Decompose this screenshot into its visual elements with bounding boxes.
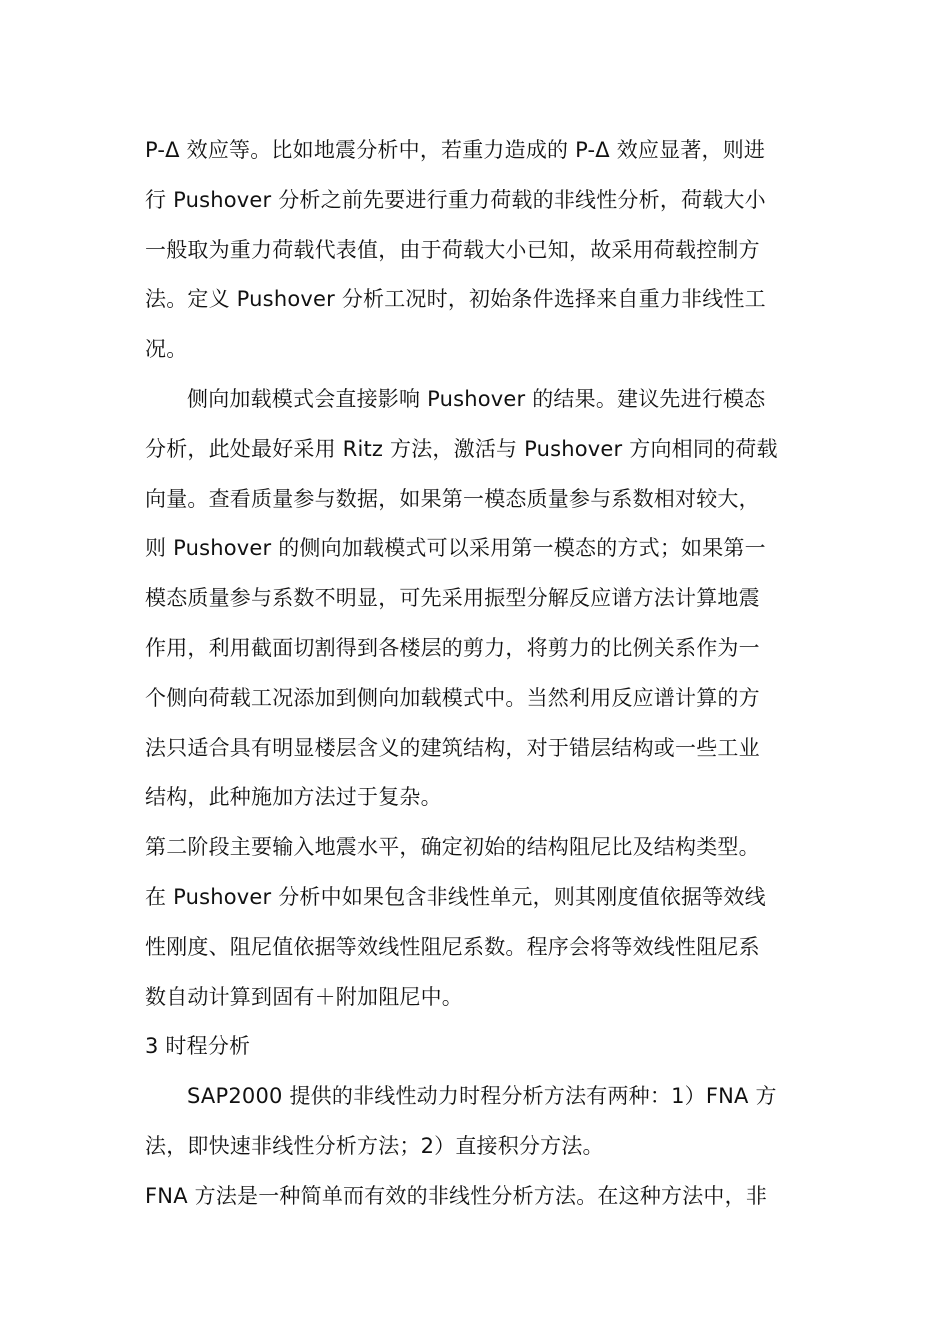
text-line: 数自动计算到固有＋附加阻尼中。	[145, 984, 463, 1009]
paragraph-start-line: SAP2000 提供的非线性动力时程分析方法有两种：1）FNA 方	[187, 1084, 777, 1109]
text-line: P-Δ 效应等。比如地震分析中，若重力造成的 P-Δ 效应显著，则进	[145, 138, 766, 162]
text-line: 况。	[145, 337, 188, 362]
paragraph-start-line: 侧向加载模式会直接影响 Pushover 的结果。建议先进行模态	[187, 386, 766, 411]
text-line: 模态质量参与系数不明显，可先采用振型分解反应谱方法计算地震	[145, 586, 760, 611]
paragraph-start-line: 第二阶段主要输入地震水平，确定初始的结构阻尼比及结构类型。	[145, 835, 760, 860]
text-line: 法只适合具有明显楼层含义的建筑结构，对于错层结构或一些工业	[145, 735, 760, 760]
document-body	[145, 126, 805, 1222]
text-line: 个侧向荷载工况添加到侧向加载模式中。当然利用反应谱计算的方	[145, 685, 760, 710]
text-line: 则 Pushover 的侧向加载模式可以采用第一模态的方式；如果第一	[145, 536, 766, 561]
text-line: 结构，此种施加方法过于复杂。	[145, 785, 442, 810]
text-line: 法。定义 Pushover 分析工况时，初始条件选择来自重力非线性工	[145, 287, 766, 312]
section-heading: 3 时程分析	[145, 1034, 251, 1059]
text-line: 分析，此处最好采用 Ritz 方法，激活与 Pushover 方向相同的荷载	[145, 436, 778, 461]
text-line: 一般取为重力荷载代表值，由于荷载大小已知，故采用荷载控制方	[145, 237, 760, 262]
text-line: 行 Pushover 分析之前先要进行重力荷载的非线性分析，荷载大小	[145, 187, 766, 212]
text-line: 向量。查看质量参与数据，如果第一模态质量参与系数相对较大，	[145, 486, 760, 511]
text-line: 在 Pushover 分析中如果包含非线性单元，则其刚度值依据等效线	[145, 884, 766, 909]
paragraph-start-line: FNA 方法是一种简单而有效的非线性分析方法。在这种方法中，非	[145, 1183, 768, 1208]
text-line: 性刚度、阻尼值依据等效线性阻尼系数。程序会将等效线性阻尼系	[145, 934, 760, 959]
text-line: 法，即快速非线性分析方法；2）直接积分方法。	[145, 1133, 604, 1158]
text-line: 作用，利用截面切割得到各楼层的剪力，将剪力的比例关系作为一	[145, 635, 760, 660]
